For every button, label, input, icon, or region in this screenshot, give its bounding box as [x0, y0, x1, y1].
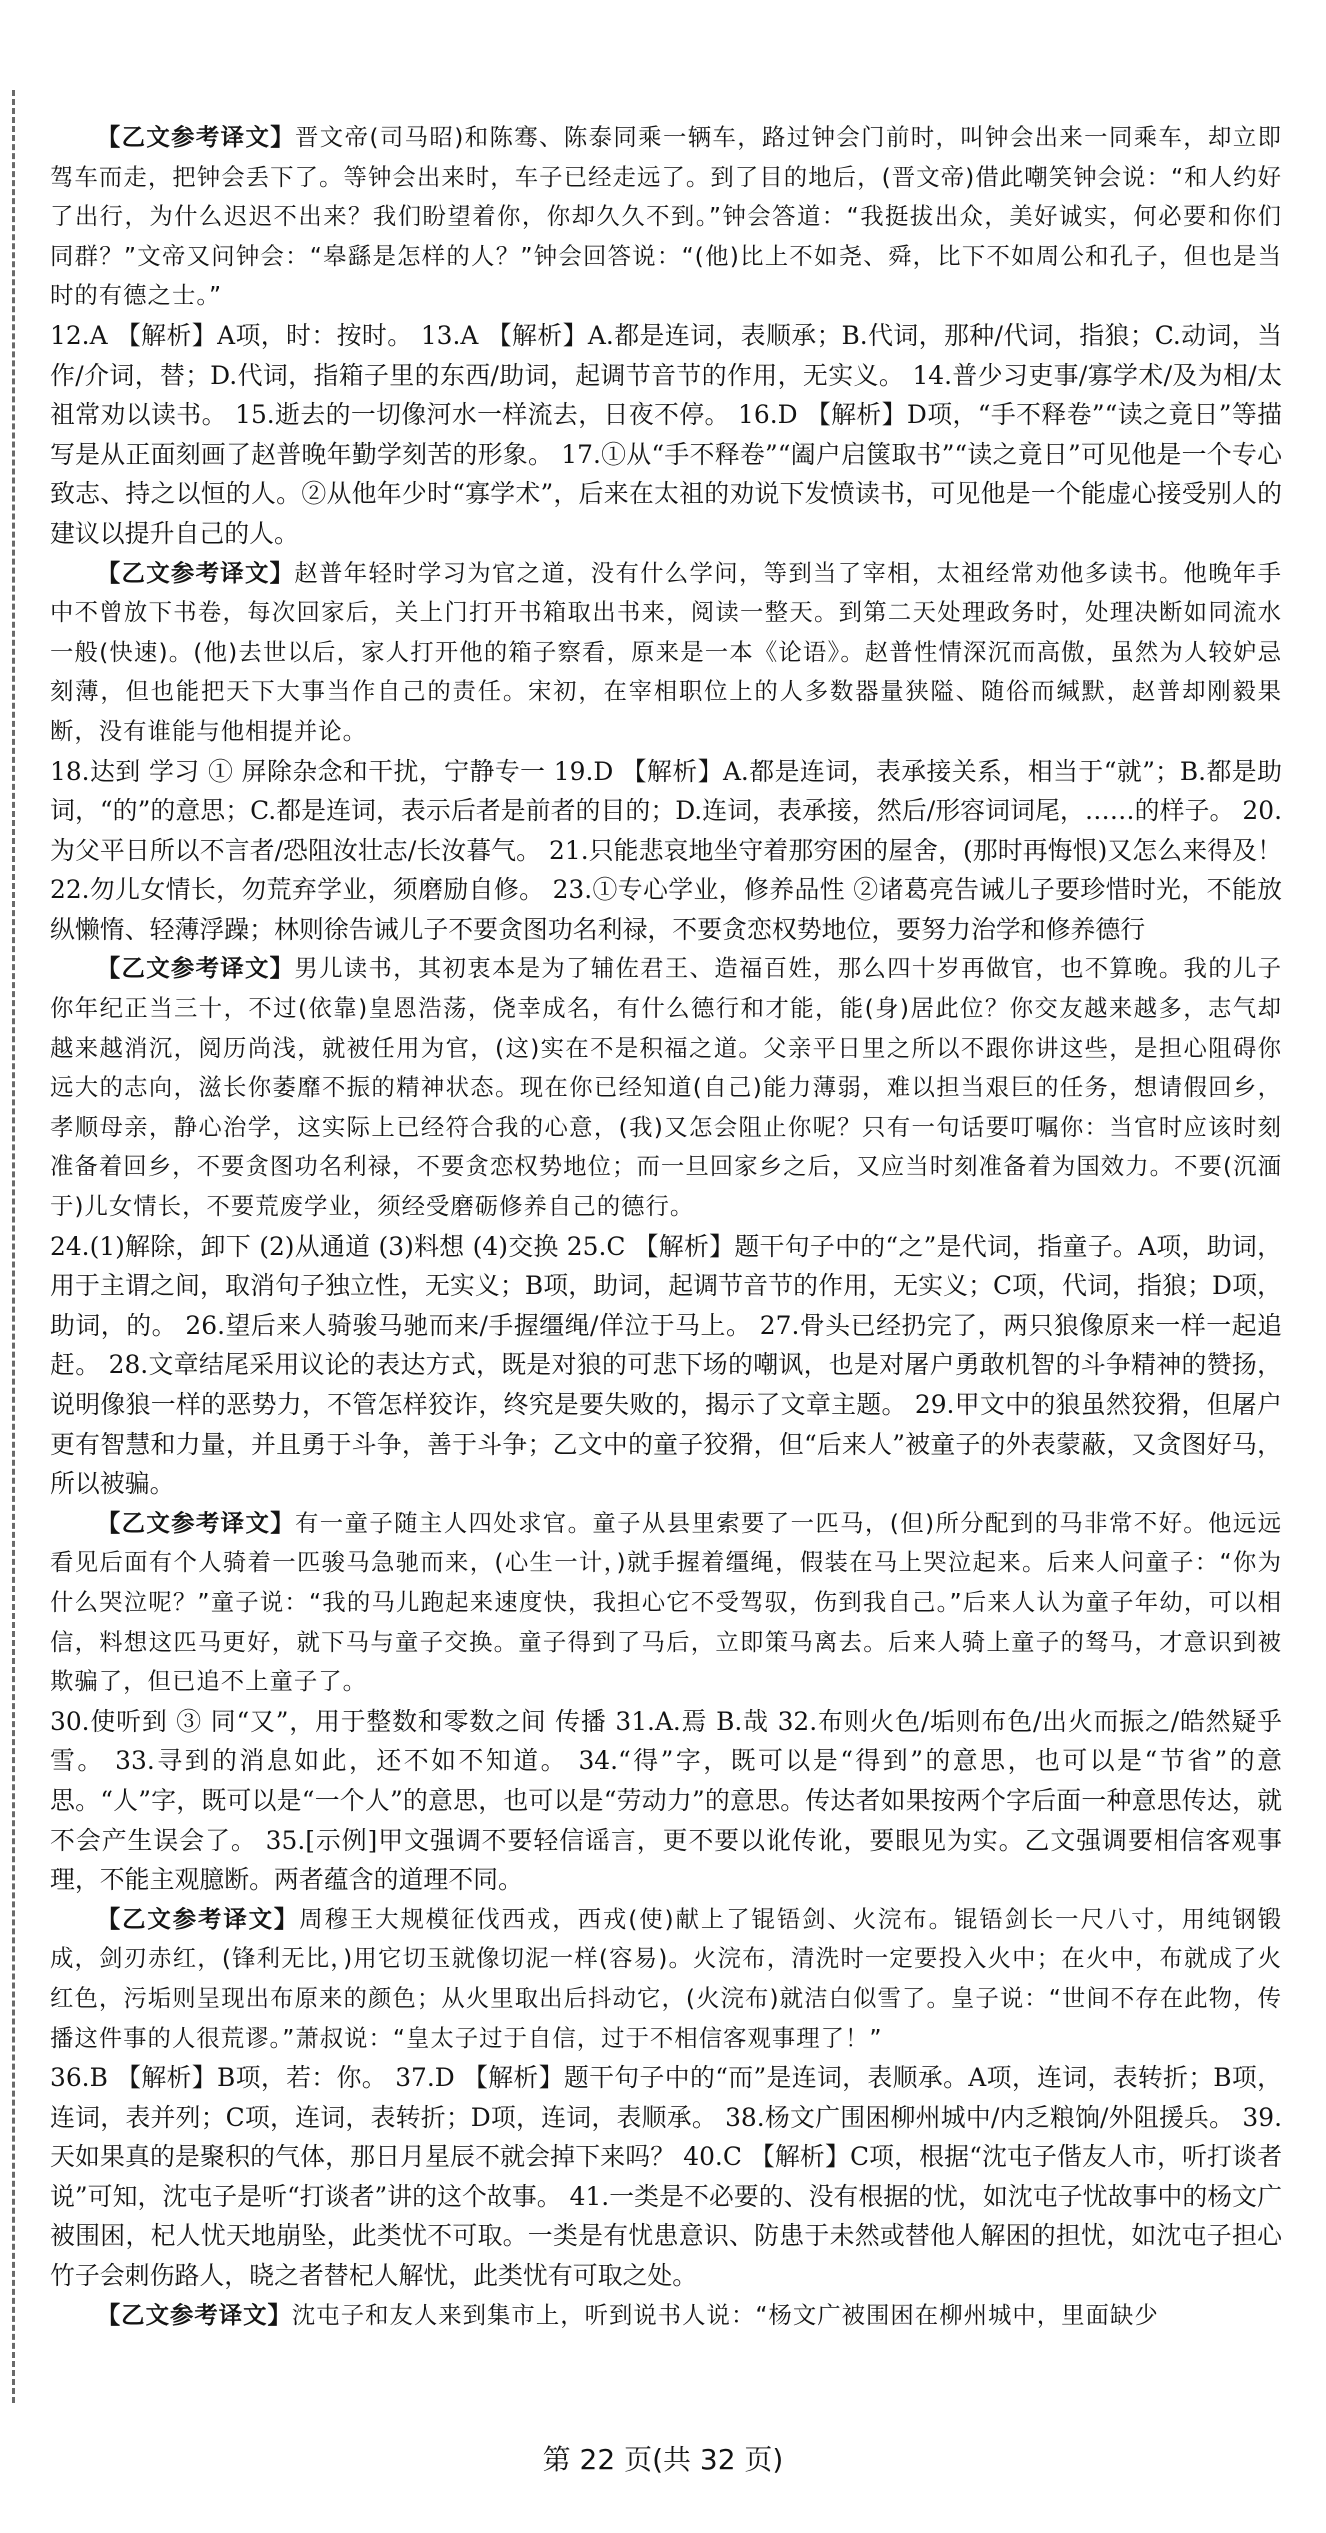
translation-tag: 【乙文参考译文】 [96, 1508, 296, 1537]
answer-paragraph [50, 1227, 1282, 1504]
paragraph-text: 男儿读书，其初衷本是为了辅佐君王、造福百姓，那么四十岁再做官，也不算晚。我的儿子你年纪正当三十，不过(依靠)皇恩浩荡，侥幸成名，有什么德行和才能，能(身)居此位？你交友越来越多，志气却越来越消沉，阅历尚浅，就被任用为官，(这)实在不是积福之道。父亲平日里之所以不跟你讲这些，是担心阻碍你远大的志向，滋长你萎靡不振的精神状态。现在你已经知道(自己)能力薄弱，难以担当艰巨的任务，想请假回乡，孝顺母亲，静心治学，这实际上已经符合我的心意，(我)又怎会阻止你呢？只有一句话要叮嘱你：当官时应该时刻准备着回乡，不要贪图功名利禄，不要贪恋权势地位；而一旦回家乡之后，又应当时刻准备着为国效力。不要(沉湎于)儿女情长，不要荒废学业，须经受磨砺修养自己的德行。 [50, 954, 1283, 1221]
binding-margin-dashed-line [12, 90, 15, 2403]
translation-paragraph [50, 1504, 1282, 1702]
translation-tag: 【乙文参考译文】 [96, 1904, 300, 1933]
answer-paragraph [50, 2058, 1282, 2296]
translation-paragraph [50, 1900, 1282, 2058]
paragraph-text: 24.(1)解除，卸下 (2)从通道 (3)料想 (4)交换 25.C 【解析】题干句子中的“之”是代词，指童子。A项，助词，用于主谓之间，取消句子独立性，无实义；B项，助词，起调节音节的作用，无实义；C项，代词，指狼；D项，助词，的。 26.望后来人骑骏马驰而来/手握缰绳/佯泣于马上。 27.骨头已经扔完了，两只狼像原来一样一起追赶。 28.文章结尾采用议论的表达方式，既是对狼的可悲下场的嘲讽，也是对屠户勇敢机智的斗争精神的赞扬，说明像狼一样的恶势力，不管怎样狡诈，终究是要失败的，揭示了文章主题。 29.甲文中的狼虽然狡猾，但屠户更有智慧和力量，并且勇于斗争，善于斗争；乙文中的童子狡猾，但“后来人”被童子的外表蒙蔽，又贪图好马，所以被骗。 [50, 1231, 1282, 1499]
paragraph-text: 沈屯子和友人来到集市上，听到说书人说：“杨文广被围困在柳州城中，里面缺少 [291, 2300, 1159, 2329]
paragraph-text: 36.B 【解析】B项，若：你。 37.D 【解析】题干句子中的“而”是连词，表顺承。A项，连词，表转折；B项，连词，表并列；C项，连词，表转折；D项，连词，表顺承。 38.杨文广围困柳州城中/内乏粮饷/外阻援兵。 39.天如果真的是聚积的气体，那日月星辰不就会掉下来吗？ 40.C 【解析】C项，根据“沈屯子偕友人市，听打谈者说”可知，沈屯子是听“打谈者”讲的这个故事。 41.一类是不必要的、没有根据的忧，如沈屯子忧故事中的杨文广被围困，杞人忧天地崩坠，此类忧不可取。一类是有忧患意识、防患于未然或替他人解困的担忧，如沈屯子担心竹子会刺伤路人，晓之者替杞人解忧，此类忧有可取之处。 [50, 2063, 1282, 2291]
paragraph-text: 赵普年轻时学习为官之道，没有什么学问，等到当了宰相，太祖经常劝他多读书。他晚年手中不曾放下书卷，每次回家后，关上门打开书箱取出书来，阅读一整天。到第二天处理政务时，处理决断如同流水一般(快速)。(他)去世以后，家人打开他的箱子察看，原来是一本《论语》。赵普性情深沉而高傲，虽然为人较妒忌刻薄，但也能把天下大事当作自己的责任。宋初，在宰相职位上的人多数器量狭隘、随俗而缄默，赵普却刚毅果断，没有谁能与他相提并论。 [50, 558, 1283, 745]
answer-key-content [50, 118, 1282, 2335]
translation-paragraph [50, 554, 1282, 752]
paragraph-text: 30.使听到 ③ 同“又”，用于整数和零数之间 传播 31.A.焉 B.哉 32.布则火色/垢则布色/出火而振之/皓然疑乎雪。 33.寻到的消息如此，还不如不知道。 34.“得”字，既可以是“得到”的意思，也可以是“节省”的意思。“人”字，既可以是“一个人”的意思，也可以是“劳动力”的意思。传达者如果按两个字后面一种意思传达，就不会产生误会了。 35.[示例]甲文强调不要轻信谣言，更不要以讹传讹，要眼见为实。乙文强调要相信客观事理，不能主观臆断。两者蕴含的道理不同。 [50, 1706, 1282, 1895]
answer-paragraph [50, 1702, 1282, 1900]
translation-paragraph [50, 118, 1282, 316]
paragraph-text: 周穆王大规模征伐西戎，西戎(使)献上了锟铻剑、火浣布。锟铻剑长一尺八寸，用纯钢锻成，剑刃赤红，(锋利无比，)用它切玉就像切泥一样(容易)。火浣布，清洗时一定要投入火中；在火中，布就成了火红色，污垢则呈现出布原来的颜色；从火里取出后抖动它，(火浣布)就洁白似雪了。皇子说：“世间不存在此物，传播这件事的人很荒谬。”萧叔说：“皇太子过于自信，过于不相信客观事理了！” [50, 1904, 1283, 2052]
answer-paragraph [50, 752, 1282, 950]
translation-tag: 【乙文参考译文】 [96, 2300, 292, 2329]
answer-paragraph [50, 316, 1282, 554]
translation-tag: 【乙文参考译文】 [96, 558, 295, 587]
translation-paragraph [50, 2296, 1282, 2336]
page-number-footer: 第 22 页(共 32 页) [542, 2443, 784, 2476]
paragraph-text: 18.达到 学习 ① 屏除杂念和干扰，宁静专一 19.D 【解析】A.都是连词，表承接关系，相当于“就”；B.都是助词，“的”的意思；C.都是连词，表示后者是前者的目的；D.连词，表承接，然后/形容词词尾，……的样子。 20.为父平日所以不言者/恐阻汝壮志/长汝暮气。 21.只能悲哀地坐守着那穷困的屋舍，(那时再悔恨)又怎么来得及！ 22.勿儿女情长，勿荒弃学业，须磨励自修。 23.①专心学业，修养品性 ②诸葛亮告诫儿子要珍惜时光，不能放纵懒惰、轻薄浮躁；林则徐告诫儿子不要贪图功名利禄，不要贪恋权势地位，要努力治学和修养德行 [50, 756, 1282, 944]
paragraph-text: 12.A 【解析】A项，时：按时。 13.A 【解析】A.都是连词，表顺承；B.代词，那种/代词，指狼；C.动词，当作/介词，替；D.代词，指箱子里的东西/助词，起调节音节的作用，无实义。 14.普少习吏事/寡学术/及为相/太祖常劝以读书。 15.逝去的一切像河水一样流去，日夜不停。 16.D 【解析】D项，“手不释卷”“读之竟日”等描写是从正面刻画了赵普晚年勤学刻苦的形象。 17.①从“手不释卷”“阖户启箧取书”“读之竟日”可见他是一个专心致志、持之以恒的人。②从他年少时“寡学术”，后来在太祖的劝说下发愤读书，可见他是一个能虚心接受别人的建议以提升自己的人。 [50, 320, 1282, 548]
translation-tag: 【乙文参考译文】 [96, 954, 295, 983]
paragraph-text: 晋文帝(司马昭)和陈骞、陈泰同乘一辆车，路过钟会门前时，叫钟会出来一同乘车，却立即驾车而走，把钟会丢下了。等钟会出来时，车子已经走远了。到了目的地后，(晋文帝)借此嘲笑钟会说：“和人约好了出行，为什么迟迟不出来？我们盼望着你，你却久久不到。”钟会答道：“我挺拔出众，美好诚实，何必要和你们同群？”文帝又问钟会：“皋繇是怎样的人？”钟会回答说：“(他)比上不如尧、舜，比下不如周公和孔子，但也是当时的有德之士。” [50, 123, 1283, 310]
translation-tag: 【乙文参考译文】 [96, 123, 296, 151]
paragraph-text: 有一童子随主人四处求官。童子从县里索要了一匹马，(但)所分配到的马非常不好。他远远看见后面有个人骑着一匹骏马急驰而来，(心生一计，)就手握着缰绳，假装在马上哭泣起来。后来人问童子：“你为什么哭泣呢？”童子说：“我的马儿跑起来速度快，我担心它不受驾驭，伤到我自己。”后来人认为童子年幼，可以相信，料想这匹马更好，就下马与童子交换。童子得到了马后，立即策马离去。后来人骑上童子的驽马，才意识到被欺骗了，但已追不上童子了。 [50, 1508, 1283, 1696]
translation-paragraph [50, 949, 1282, 1226]
